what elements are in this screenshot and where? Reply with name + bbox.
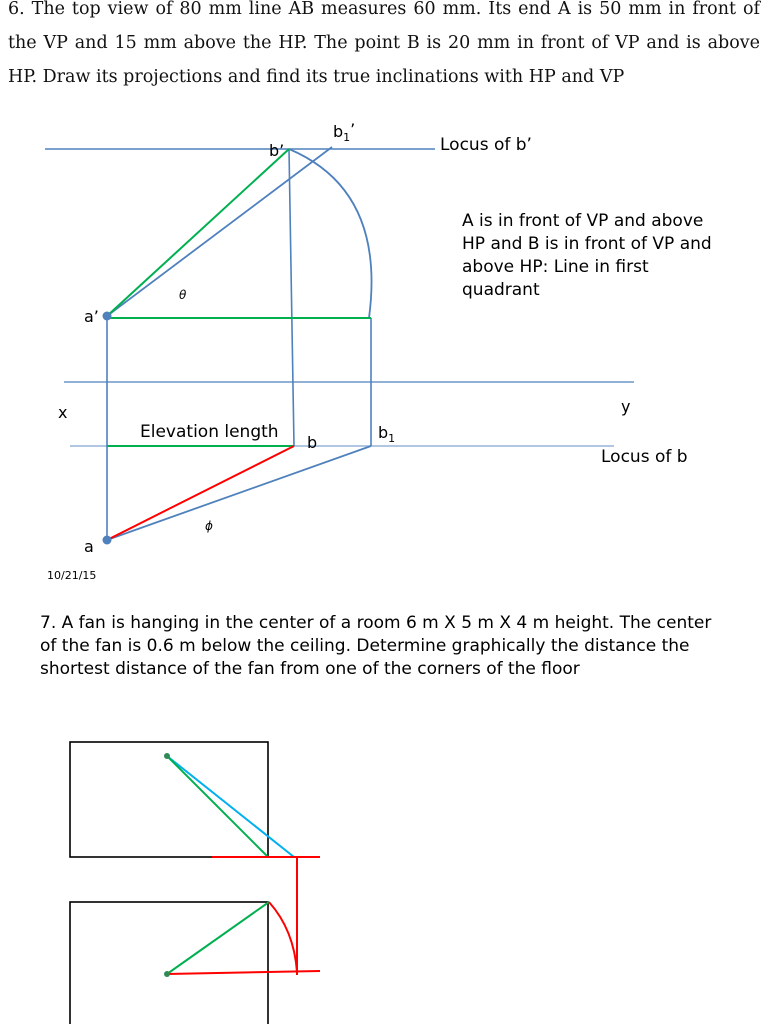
point-a-prime (103, 312, 112, 321)
room-top-view (70, 902, 268, 1024)
plan-diagonal-green (167, 902, 269, 974)
slide-date: 10/21/15 (47, 569, 97, 582)
label-a: a (84, 537, 94, 556)
label-b: b (307, 433, 318, 452)
label-x: x (58, 403, 68, 422)
elevation-line (107, 149, 289, 316)
problem-6-statement: 6. The top view of 80 mm line AB measures 60 mm. Its end A is 50 mm in front of the VP and 15 mm above the HP. The point B is 20 mm in front of VP and is above HP. Draw its projections and find its true inclinations with HP and VP (8, 0, 760, 87)
label-b-prime: b’ (269, 141, 285, 160)
b-projector (289, 149, 294, 446)
plan-line (107, 446, 294, 540)
point-a (103, 536, 112, 545)
label-a-prime: a’ (84, 307, 99, 326)
label-y: y (621, 397, 631, 416)
a-prime-b1-prime-line (107, 147, 332, 316)
note-text: A is in front of VP and above HP and B is in front of VP and above HP: Line in first quadrant (462, 211, 712, 300)
label-locus-b: Locus of b (601, 447, 688, 467)
swing-arc (289, 149, 372, 318)
problem-7-statement: 7. A fan is hanging in the center of a room 6 m X 5 m X 4 m height. The center of the fan is 0.6 m below the ceiling. Determine graphically the distance the shortest distance of the fan from one of the corners of the floor (40, 613, 712, 679)
fan-point-plan (164, 971, 170, 977)
fan-to-corner-cyan (167, 756, 294, 857)
label-b1-prime: $b_1$’ (333, 120, 356, 144)
fan-to-corner-green (167, 756, 268, 857)
a-b1-line (107, 446, 371, 540)
label-phi: ϕ (205, 519, 213, 533)
label-locus-b-prime: Locus of b’ (440, 135, 532, 155)
label-theta: θ (179, 288, 187, 302)
rotation-arc-red (269, 902, 297, 972)
label-b1: $b_1$ (378, 423, 396, 445)
label-elevation-length: Elevation length (140, 422, 279, 442)
fan-point-elevation (164, 753, 170, 759)
